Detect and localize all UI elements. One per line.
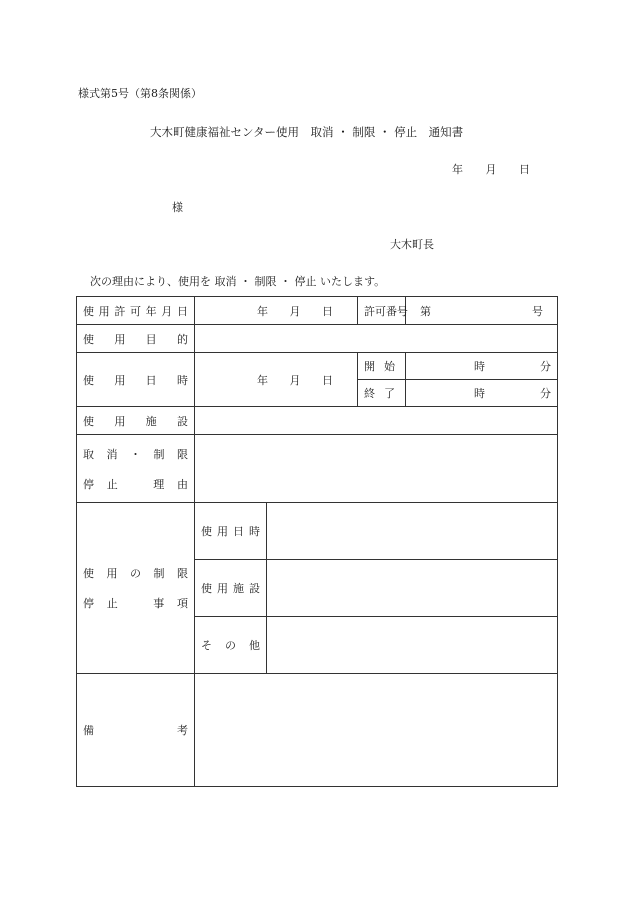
table-row	[77, 297, 558, 325]
notice-table	[76, 296, 558, 787]
start-label: 開 始	[358, 353, 406, 380]
table-row	[77, 325, 558, 353]
start-time-value[interactable]: 時 分	[406, 353, 558, 380]
sub-other-label: そ の 他	[195, 617, 267, 674]
restriction-label: 使 用 の 制 限 停 止 事 項	[77, 503, 195, 674]
permit-date-value[interactable]: 年 月 日	[195, 297, 358, 325]
end-label: 終 了	[358, 380, 406, 407]
statement: 次の理由により、使用を 取消 ・ 制限 ・ 停止 いたします。	[90, 275, 386, 288]
facility-value[interactable]	[195, 407, 558, 435]
sub-datetime-label: 使 用 日 時	[195, 503, 267, 560]
table-row	[77, 503, 558, 560]
sub-other-value[interactable]	[267, 617, 558, 674]
purpose-value[interactable]	[195, 325, 558, 353]
remarks-value[interactable]	[195, 674, 558, 787]
table-row	[77, 435, 558, 503]
table-row	[77, 674, 558, 787]
sub-facility-label: 使 用 施 設	[195, 560, 267, 617]
date-day: 日	[519, 163, 530, 176]
document-title: 大木町健康福祉センター使用 取消 ・ 制限 ・ 停止 通知書	[150, 125, 464, 139]
sub-datetime-value[interactable]	[267, 503, 558, 560]
permit-number-label: 許 可 番 号	[358, 297, 406, 325]
form-number: 様式第5号（第8条関係）	[78, 87, 202, 100]
purpose-label: 使 用 目 的	[77, 325, 195, 353]
issuer: 大木町長	[390, 238, 434, 251]
facility-label: 使 用 施 設	[77, 407, 195, 435]
date-line	[452, 161, 530, 177]
datetime-label: 使 用 日 時	[77, 353, 195, 407]
end-time-value[interactable]: 時 分	[406, 380, 558, 407]
permit-number-value[interactable]: 第 号	[406, 297, 558, 325]
datetime-value[interactable]: 年 月 日	[195, 353, 358, 407]
table-row	[77, 353, 558, 380]
reason-value[interactable]	[195, 435, 558, 503]
permit-date-label: 使 用 許 可 年 月 日	[77, 297, 195, 325]
reason-label: 取 消 ・ 制 限 停 止 理 由	[77, 435, 195, 503]
remarks-label: 備 考	[77, 674, 195, 787]
sub-facility-value[interactable]	[267, 560, 558, 617]
table-row	[77, 407, 558, 435]
date-year: 年	[452, 163, 463, 176]
addressee-suffix: 様	[172, 201, 183, 214]
date-month: 月	[485, 163, 497, 176]
